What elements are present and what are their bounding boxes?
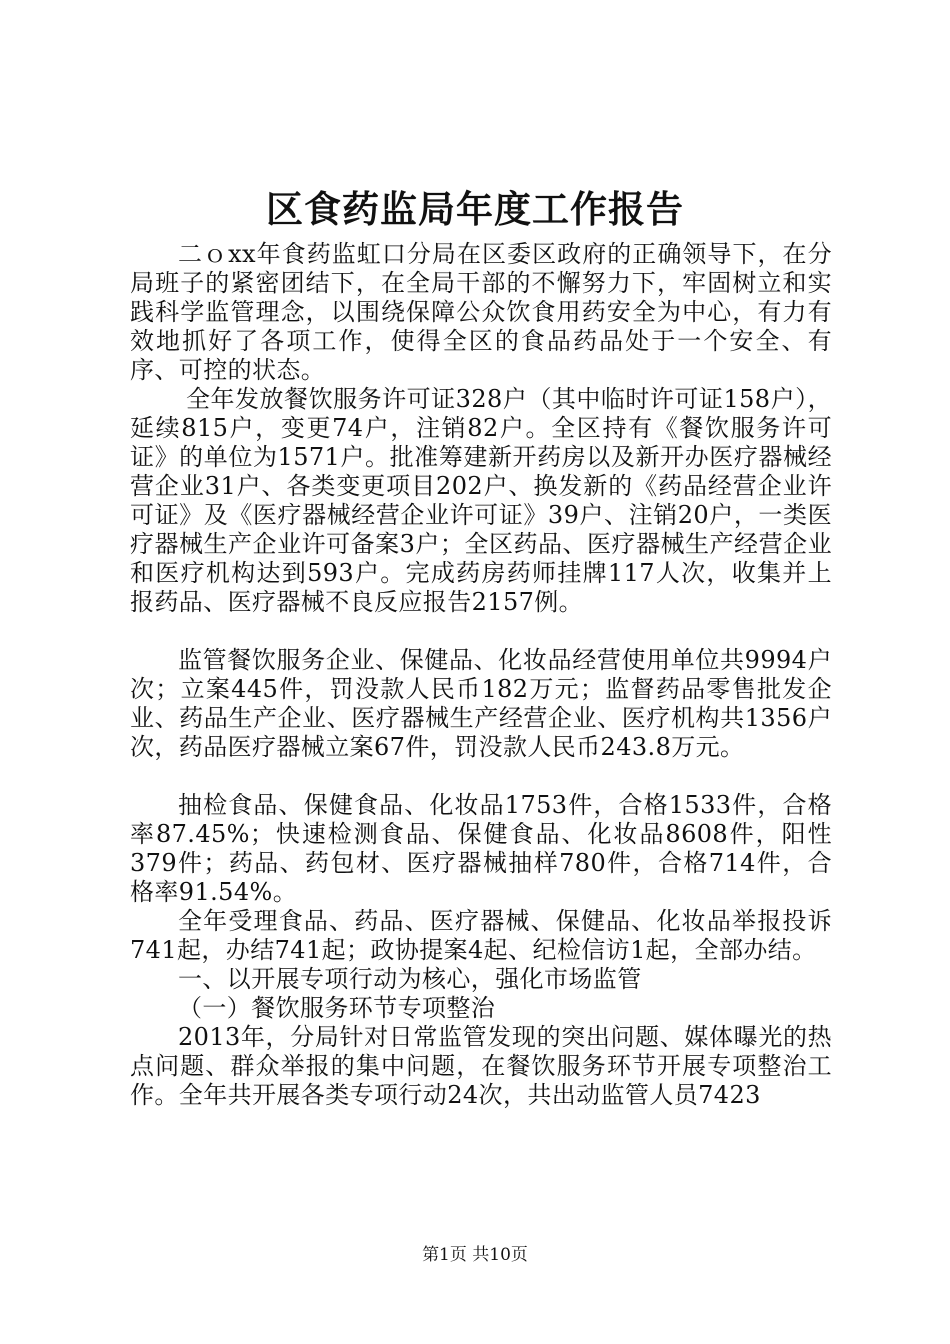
- paragraph-licenses: 全年发放餐饮服务许可证328户（其中临时许可证158户），延续815户，变更74户，注销82户。全区持有《餐饮服务许可证》的单位为1571户。批准筹建新开药房以及新开办医疗器械经营企业31户、各类变更项目202户、换发新的《药品经营企业许可证》及《医疗器械经营企业许可证》39户、注销20户，一类医疗器械生产企业许可备案3户；全区药品、医疗器械生产经营企业和医疗机构达到593户。完成药房药师挂牌117人次，收集并上报药品、医疗器械不良反应报告2157例。: [130, 385, 832, 616]
- subsection-heading-1: （一）餐饮服务环节专项整治: [178, 994, 496, 1022]
- section-heading-1: 一、以开展专项行动为核心，强化市场监管: [178, 965, 642, 993]
- document-title: 区食药监局年度工作报告: [266, 187, 684, 231]
- page-footer: 第1页 共10页: [422, 1245, 528, 1265]
- document-body: [130, 240, 832, 1110]
- paragraph-sampling: 抽检食品、保健食品、化妆品1753件，合格1533件，合格率87.45%；快速检测食品、保健食品、化妆品8608件，阳性379件；药品、药包材、医疗器械抽样780件，合格714件，合格率91.54%。: [130, 791, 832, 906]
- paragraph-complaints: 全年受理食品、药品、医疗器械、保健品、化妆品举报投诉741起，办结741起；政协提案4起、纪检信访1起，全部办结。: [130, 907, 832, 964]
- paragraph-spacer: [130, 762, 832, 791]
- paragraph-intro: 二ｏxx年食药监虹口分局在区委区政府的正确领导下，在分局班子的紧密团结下，在全局干部的不懈努力下，牢固树立和实践科学监管理念，以围绕保障公众饮食用药安全为中心，有力有效地抓好了各项工作，使得全区的食品药品处于一个安全、有序、可控的状态。: [130, 240, 832, 384]
- paragraph-spacer: [130, 617, 832, 646]
- paragraph-supervision: 监管餐饮服务企业、保健品、化妆品经营使用单位共9994户次；立案445件，罚没款人民币182万元；监督药品零售批发企业、药品生产企业、医疗器械生产经营企业、医疗机构共1356户次，药品医疗器械立案67件，罚没款人民币243.8万元。: [130, 646, 832, 761]
- paragraph-catering: 2013年，分局针对日常监管发现的突出问题、媒体曝光的热点问题、群众举报的集中问题，在餐饮服务环节开展专项整治工作。全年共开展各类专项行动24次，共出动监管人员7423: [130, 1023, 832, 1109]
